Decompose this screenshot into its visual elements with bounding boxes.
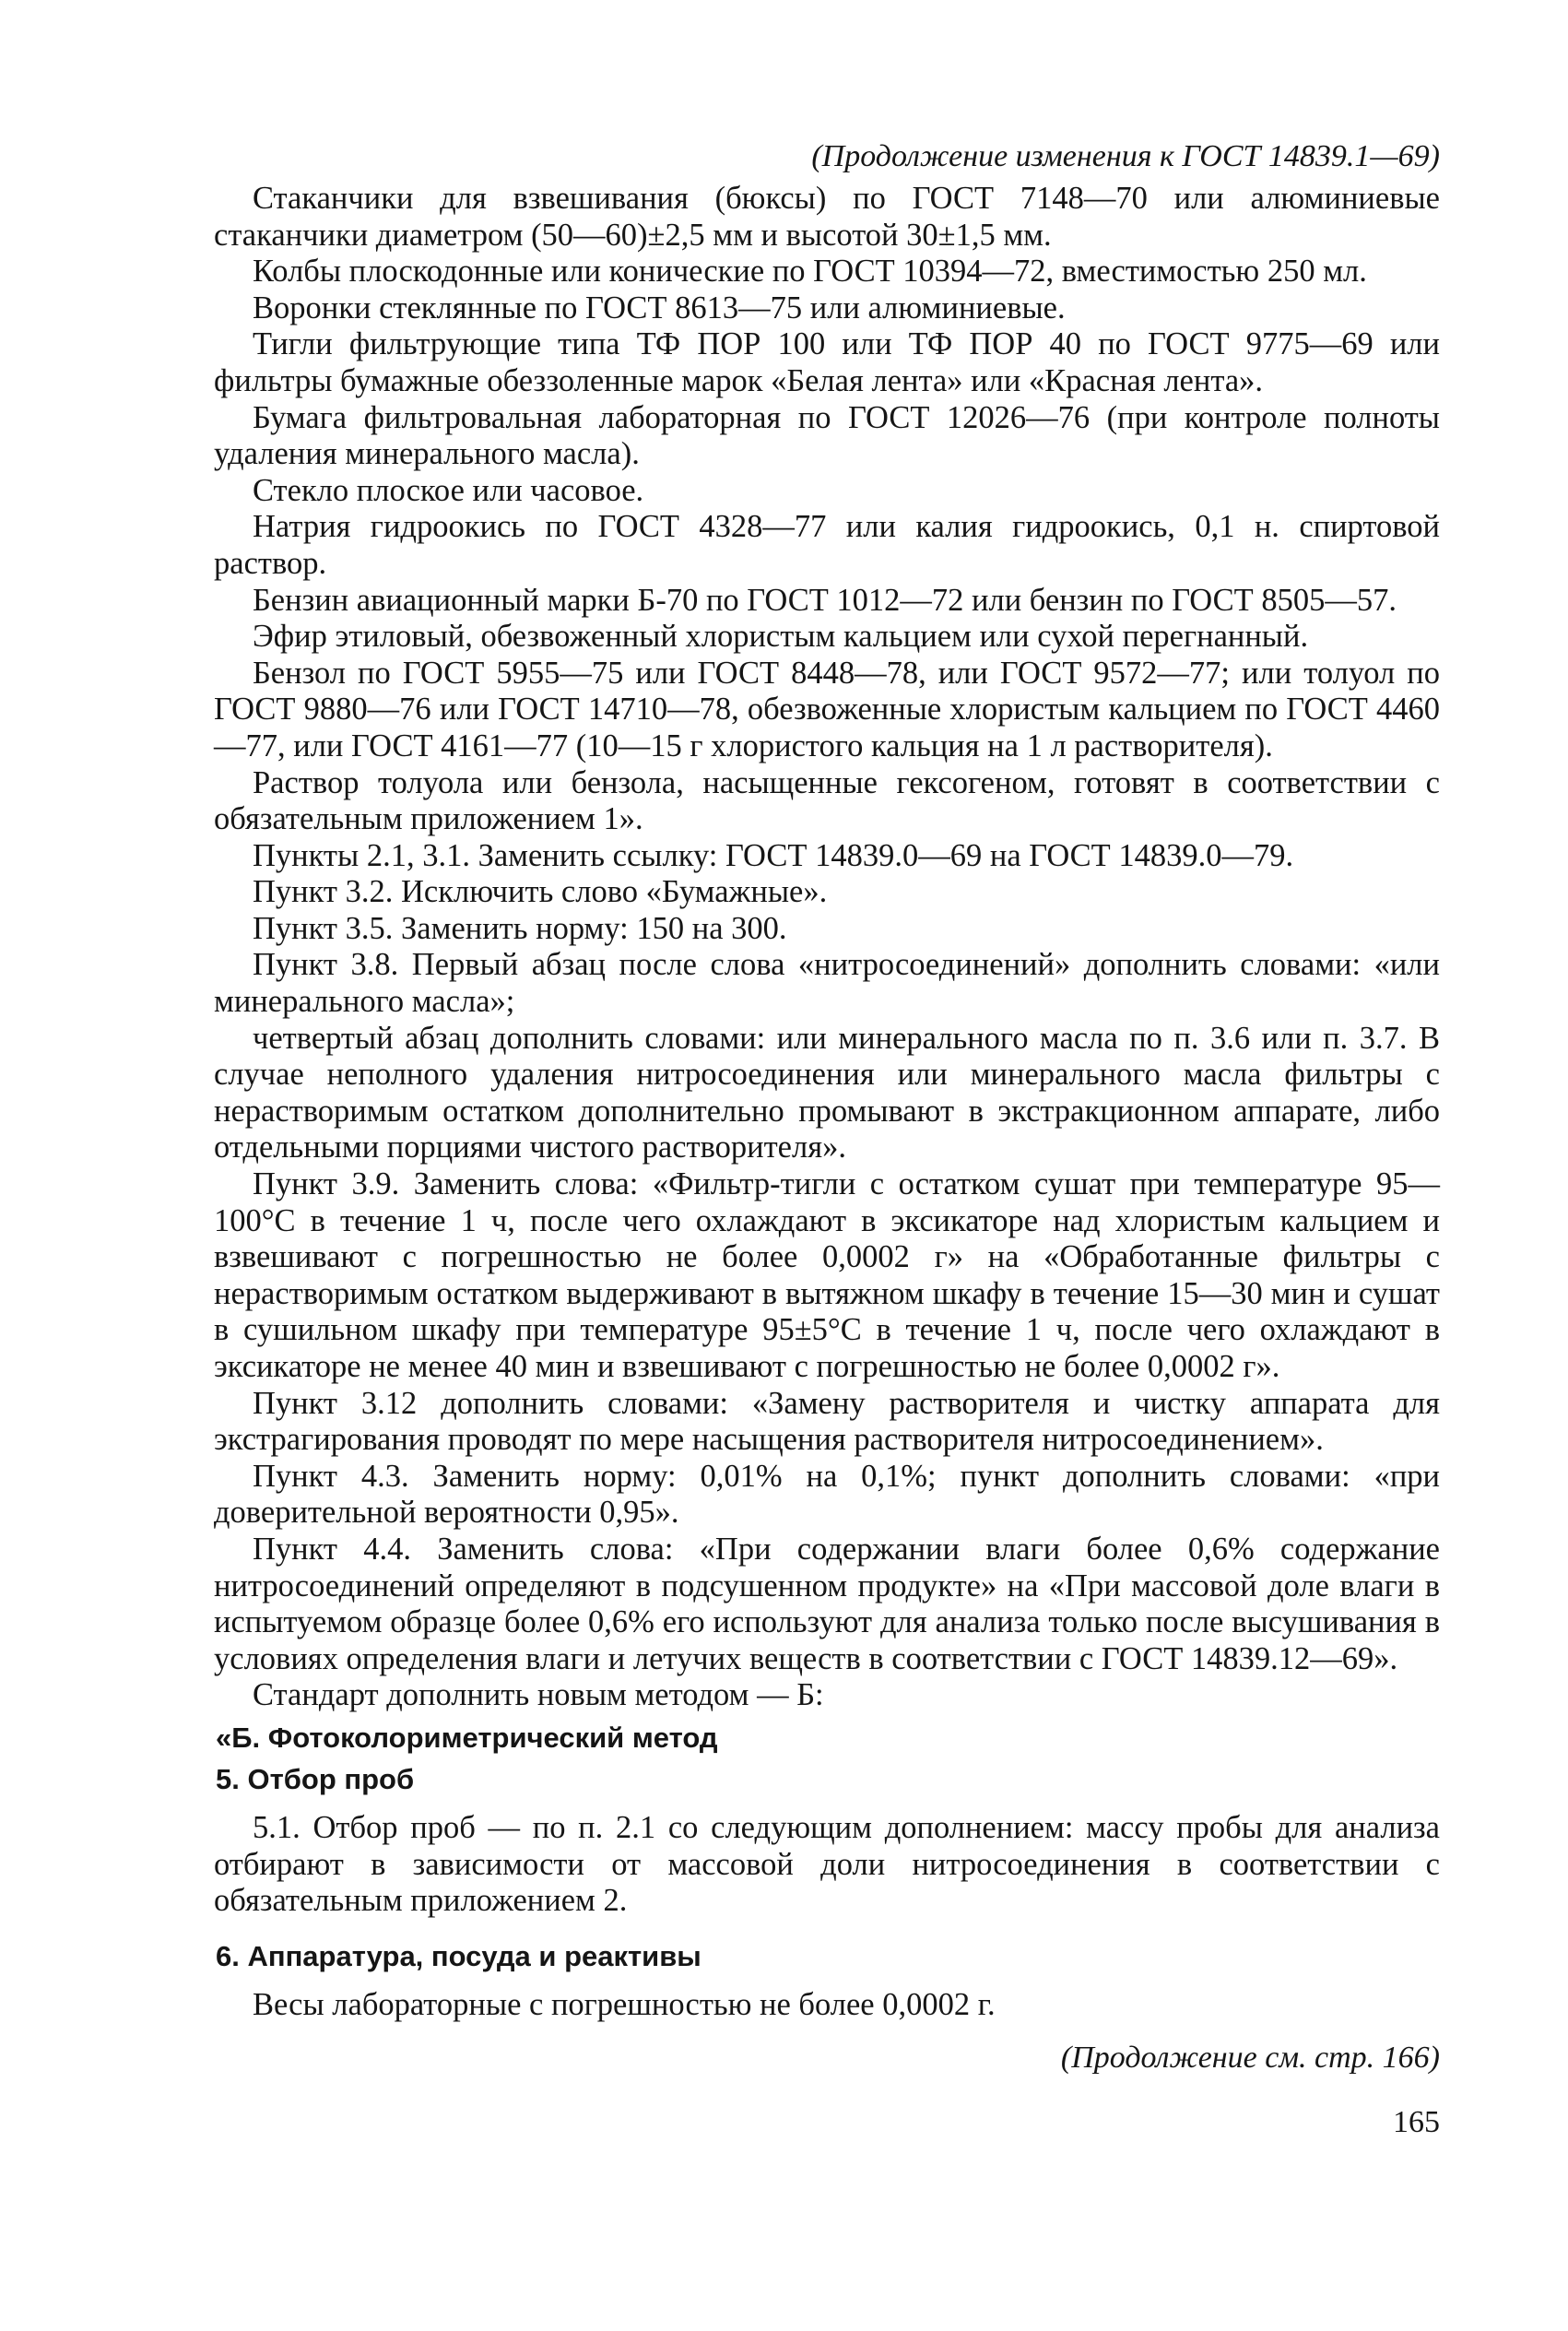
paragraph-7: Натрия гидроокись по ГОСТ 4328—77 или калия гидроокись, 0,1 н. спиртовой раствор. [214,509,1440,581]
section-5-text: 5.1. Отбор проб — по п. 2.1 со следующим дополнением: массу пробы для анализа отбирают в зависимости от массовой доли нитросоединения в соответствии с обязательным приложением 2. [214,1809,1440,1919]
method-title: «Б. Фотоколориметрический метод [216,1721,718,1754]
paragraph-16: четвертый абзац дополнить словами: или минерального масла по п. 3.6 или п. 3.7. В случае неполного удаления нитросоединения или минерального масла фильтры с нерастворимым остатком дополнительно промывают в экстракционном аппарате, либо отдельными порциями чистого растворителя». [214,1020,1440,1166]
paragraph-19: Пункт 4.3. Заменить норму: 0,01% на 0,1%; пункт дополнить словами: «при доверительной вероятности 0,95». [214,1458,1440,1531]
document-page [214,138,1440,2141]
paragraph-14: Пункт 3.5. Заменить норму: 150 на 300. [253,910,787,946]
paragraph-20: Пункт 4.4. Заменить слова: «При содержании влаги более 0,6% содержание нитросоединений определяют в подсушенном продукте» на «При массовой доле влаги в испытуемом образце более 0,6% его используют для анализа только после высушивания в условиях определения влаги и летучих веществ в соответствии с ГОСТ 14839.12—69». [214,1531,1440,1676]
paragraph-10: Бензол по ГОСТ 5955—75 или ГОСТ 8448—78, или ГОСТ 9572—77; или толуол по ГОСТ 9880—76 или ГОСТ 14710—78, обезвоженные хлористым кальцием по ГОСТ 4460—77, или ГОСТ 4161—77 (10—15 г хлористого кальция на 1 л растворителя). [214,655,1440,763]
section-6-title: 6. Аппаратура, посуда и реактивы [216,1939,701,1972]
spacer [214,1974,1440,1987]
continuation-header: (Продолжение изменения к ГОСТ 14839.1—69) [811,139,1440,173]
continuation-footer: (Продолжение см. стр. 166) [1060,2041,1440,2076]
paragraph-4: Тигли фильтрующие типа ТФ ПОР 100 или ТФ ПОР 40 по ГОСТ 9775—69 или фильтры бумажные обеззоленные марок «Белая лента» или «Красная лента». [214,326,1440,398]
paragraph-12: Пункты 2.1, 3.1. Заменить ссылку: ГОСТ 14839.0—69 на ГОСТ 14839.0—79. [253,837,1294,873]
section-5-title: 5. Отбор проб [216,1762,415,1795]
paragraph-5: Бумага фильтровальная лабораторная по ГОСТ 12026—76 (при контроле полноты удаления минерального масла). [214,399,1440,472]
paragraph-21: Стандарт дополнить новым методом — Б: [253,1677,824,1713]
spacer [214,1797,1440,1810]
spacer [214,1920,1440,1933]
paragraph-2: Колбы плоскодонные или конические по ГОСТ 10394—72, вместимостью 250 мл. [253,254,1367,290]
paragraph-18: Пункт 3.12 дополнить словами: «Замену растворителя и чистку аппарата для экстрагирования проводят по мере насыщения растворителя нитросоединением». [214,1385,1440,1458]
paragraph-6: Стекло плоское или часовое. [253,472,644,508]
paragraph-15: Пункт 3.8. Первый абзац после слова «нитросоединений» дополнить словами: «или минерального масла»; [214,947,1440,1020]
paragraph-11: Раствор толуола или бензола, насыщенные гексогеном, готовят в соответствии с обязательным приложением 1». [214,764,1440,837]
paragraph-3: Воронки стеклянные по ГОСТ 8613—75 или алюминиевые. [253,290,1066,325]
page-number: 165 [1393,2105,1440,2140]
paragraph-9: Эфир этиловый, обезвоженный хлористым кальцием или сухой перегнанный. [253,619,1309,655]
paragraph-13: Пункт 3.2. Исключить слово «Бумажные». [253,874,828,910]
paragraph-8: Бензин авиационный марки Б-70 по ГОСТ 1012—72 или бензин по ГОСТ 8505—57. [253,582,1397,618]
paragraph-17: Пункт 3.9. Заменить слова: «Фильтр-тигли с остатком сушат при температуре 95—100°С в течение 1 ч, после чего охлаждают в эксикаторе над хлористым кальцием и взвешивают с погрешностью не более 0,0002 г» на «Обработанные фильтры с нерастворимым остатком выдерживают в вытяжном шкафу в течение 15—30 мин и сушат в сушильном шкафу при температуре 95±5°С в течение 1 ч, после чего охлаждают в эксикаторе не менее 40 мин и взвешивают с погрешностью не более 0,0002 г». [214,1166,1440,1384]
paragraph-1: Стаканчики для взвешивания (бюксы) по ГОСТ 7148—70 или алюминиевые стаканчики диаметром (50—60)±2,5 мм и высотой 30±1,5 мм. [214,181,1440,253]
section-6-text: Весы лабораторные с погрешностью не более 0,0002 г. [253,1986,996,2022]
